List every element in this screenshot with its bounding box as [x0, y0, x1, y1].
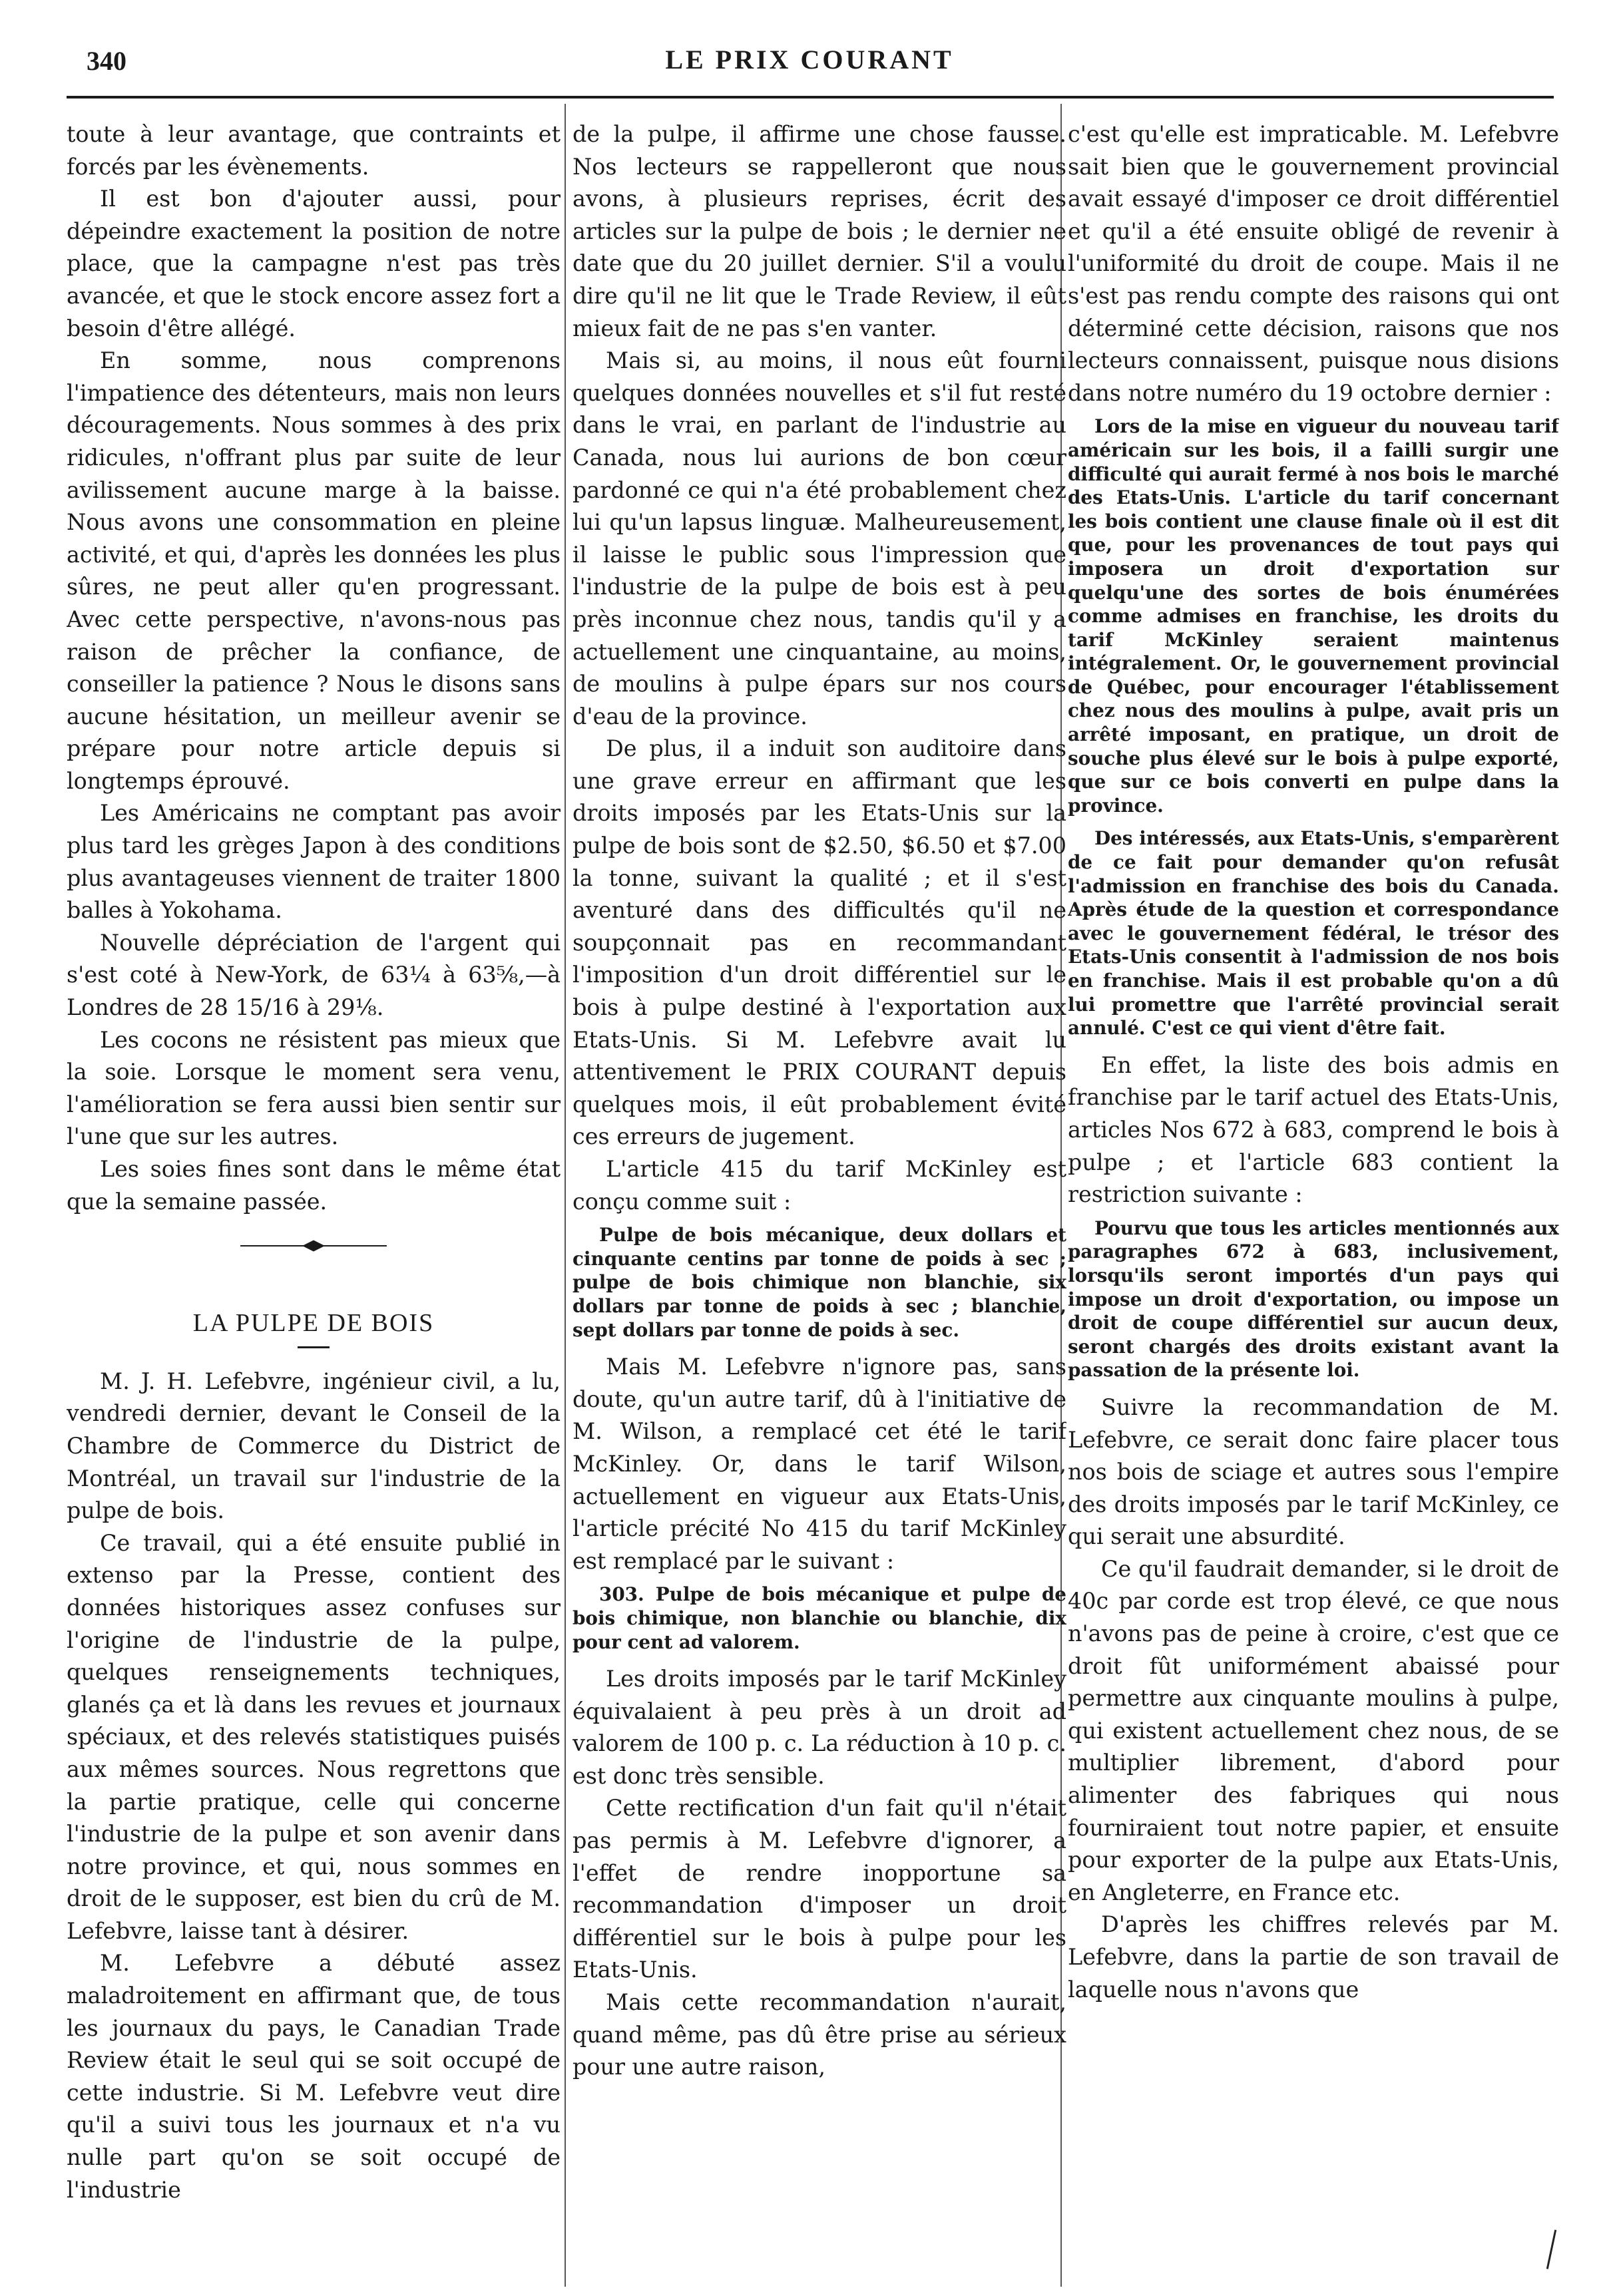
article-paragraph: D'après les chiffres relevés par M. Lefebvre, dans la partie de son travail de laquelle nous n'avons que — [1068, 1911, 1559, 2003]
article-paragraph: Suivre la recommandation de M. Lefebvre, ce serait donc faire placer tous nos bois de sciage et autres sous l'empire des droits imposés par le tarif McKinley, ce qui serait une absurdité. — [1068, 1394, 1559, 1550]
page-number: 340 — [87, 46, 126, 76]
quoted-extract: Pourvu que tous les articles mentionnés aux paragraphes 672 à 683, inclusivement, lorsqu'ils seront importés d'un pays qui impose un droit d'exportation, ou impose un droit de coupe différentiel sur aucun deux, seront chargés des droits existant avant la passation de la présente loi. — [1068, 1217, 1559, 1382]
column-rule-1 — [565, 104, 566, 2287]
article-paragraph: M. Lefebvre a débuté assez maladroitement en affirmant que, de tous les journaux du pays, le Canadian Trade Review était le seul qui se soit occupé de cette industrie. Si M. Lefebvre veut dire qu'il a suivi tous les journaux et n'a vu nulle part qu'on se soit occupé de l'industrie — [67, 1950, 561, 2203]
article-paragraph: de la pulpe, il affirme une chose fausse. Nos lecteurs se rappelleront que nous avons, à plusieurs reprises, écrit des articles sur la pulpe de bois ; le dernier ne date que du 20 juillet dernier. S'il a voulu dire qu'il ne lit que le Trade Review, il eût mieux fait de ne pas s'en vanter. — [573, 121, 1066, 341]
article-paragraph: Les droits imposés par le tarif McKinley équivalaient à peu près à un droit ad valorem de 100 p. c. La réduction à 10 p. c. est donc très sensible. — [573, 1666, 1066, 1789]
article-paragraph: c'est qu'elle est impraticable. M. Lefebvre sait bien que le gouvernement provincial avait essayé d'imposer ce droit différentiel et qu'il a été ensuite obligé de revenir à l'uniformité du droit de coupe. Mais il ne s'est pas rendu compte des raisons qui ont déterminé cette décision, raisons que nos lecteurs connaissent, puisque nous disions dans notre numéro du 19 octobre dernier : — [1068, 121, 1559, 406]
article-paragraph: M. J. H. Lefebvre, ingénieur civil, a lu, vendredi dernier, devant le Conseil de la Chambre de Commerce du District de Montréal, un travail sur l'industrie de la pulpe de bois. — [67, 1368, 561, 1524]
header-rule — [67, 96, 1554, 98]
article-paragraph: toute à leur avantage, que contraints et forcés par les évènements. — [67, 121, 561, 180]
article-paragraph: Ce qu'il faudrait demander, si le droit de 40c par corde est trop élevé, ce que nous n'avons pas de peine à croire, c'est que ce droit fût uniformément abaissé pour permettre aux cinquante moulins à pulpe, qui existent actuellement chez nous, de se multiplier librement, d'abord pour alimenter des fabriques qui nous fourniraient tout notre papier, et ensuite pour exporter de la pulpe aux Etats-Unis, en Angleterre, en France etc. — [1068, 1555, 1559, 1905]
column-3 — [1068, 118, 1559, 2289]
section-ornament — [240, 1242, 387, 1250]
quoted-extract: Lors de la mise en vigueur du nouveau tarif américain sur les bois, il a failli surgir une difficulté qui aurait fermé à nos bois le marché des Etats-Unis. L'article du tarif concernant les bois contient une clause finale où il est dit que, pour les provenances de tout pays qui imposera un droit d'exportation sur quelqu'une des sortes de bois énumérées comme admises en franchise, les droits du tarif McKinley seraient maintenus intégralement. Or, le gouvernement provincial de Québec, pour encourager l'établissement chez nous des moulins à pulpe, avait pris un arrêté imposant, en pratique, un droit de souche plus élevé sur le bois à pulpe exporté, que sur ce bois converti en pulpe dans la province. — [1068, 415, 1559, 817]
article-paragraph: Il est bon d'ajouter aussi, pour dépeindre exactement la position de notre place, que la campagne n'est pas très avancée, et que le stock encore assez fort a besoin d'être allégé. — [67, 186, 561, 341]
article-paragraph: L'article 415 du tarif McKinley est conçu comme suit : — [573, 1156, 1066, 1215]
article-paragraph: Les Américains ne comptant pas avoir plus tard les grèges Japon à des conditions plus avantageuses viennent de traiter 1800 balles à Yokohama. — [67, 800, 561, 924]
article-paragraph: Ce travail, qui a été ensuite publié in extenso par la Presse, contient des données historiques assez confuses sur l'origine de l'industrie de la pulpe, quelques renseignements techniques, glanés ça et là dans les revues et journaux spéciaux, et des relevés statistiques puisés aux mêmes sources. Nous regrettons que la partie pratique, celle qui concerne l'industrie de la pulpe et son avenir dans notre province, et qui, nous sommes en droit de le supposer, est bien du crû de M. Lefebvre, laisse tant à désirer. — [67, 1529, 561, 1944]
article-paragraph: Mais cette recommandation n'aurait, quand même, pas dû être prise au sérieux pour une autre raison, — [573, 1989, 1066, 2080]
article-paragraph: Cette rectification d'un fait qu'il n'était pas permis à M. Lefebvre d'ignorer, a l'effet de rendre inopportune sa recommandation d'imposer un droit différentiel sur le bois à pulpe pour les Etats-Unis. — [573, 1795, 1066, 1983]
title-rule — [298, 1346, 330, 1348]
quoted-extract: Pulpe de bois mécanique, deux dollars et cinquante centins par tonne de poids à sec ; pulpe de bois chimique non blanchie, six dollars par tonne de poids à sec ; blanchie, sept dollars par tonne de poids à sec. — [573, 1224, 1066, 1341]
article-paragraph: Mais M. Lefebvre n'ignore pas, sans doute, qu'un autre tarif, dû à l'initiative de M. Wilson, a remplacé cet été le tarif McKinley. Or, dans le tarif Wilson, actuellement en vigueur aux Etats-Unis, l'article précité No 415 du tarif McKinley est remplacé par le suivant : — [573, 1354, 1066, 1574]
article-paragraph: Les cocons ne résistent pas mieux que la soie. Lorsque le moment sera venu, l'amélioration se fera aussi bien sentir sur l'une que sur les autres. — [67, 1026, 561, 1150]
column-1 — [67, 118, 561, 2289]
running-title: LE PRIX COURANT — [665, 45, 954, 75]
article-paragraph: Mais si, au moins, il nous eût fourni quelques données nouvelles et s'il fut resté dans le vrai, en parlant de l'industrie au Canada, nous lui aurions de bon cœur pardonné ce qui n'a été probablement chez lui qu'un lapsus linguæ. Malheureusement, il laisse le public sous l'impression que l'industrie de la pulpe de bois est à peu près inconnue chez nous, tandis qu'il y a actuellement une cinquantaine, au moins, de moulins à pulpe épars sur nos cours d'eau de la province. — [573, 347, 1066, 729]
quoted-extract: 303. Pulpe de bois mécanique et pulpe de bois chimique, non blanchie ou blanchie, dix pour cent ad valorem. — [573, 1583, 1066, 1653]
article-paragraph: En effet, la liste des bois admis en franchise par le tarif actuel des Etats-Unis, articles Nos 672 à 683, comprend le bois à pulpe ; et l'article 683 contient la restriction suivante : — [1068, 1052, 1559, 1208]
section-title: LA PULPE DE BOIS — [192, 1309, 435, 1338]
column-2 — [573, 118, 1066, 2289]
article-paragraph: Nouvelle dépréciation de l'argent qui s'est coté à New-York, de 63¼ à 63⅝,—à Londres de 28 15/16 à 29⅛. — [67, 929, 561, 1021]
quoted-extract: Des intéressés, aux Etats-Unis, s'emparèrent de ce fait pour demander qu'on refusât l'admission en franchise des bois du Canada. Après étude de la question et correspondance avec le gouvernement fédéral, le trésor des Etats-Unis consentit à l'admission de nos bois en franchise. Mais il est probable qu'on a dû lui promettre que l'arrêté provincial serait annulé. C'est ce qui vient d'être fait. — [1068, 827, 1559, 1040]
article-paragraph: En somme, nous comprenons l'impatience des détenteurs, mais non leurs découragements. Nous sommes à des prix ridicules, n'offrant plus par suite de leur avilissement aucune marge à la baisse. Nous avons une consommation en pleine activité, et qui, d'après les données les plus sûres, ne peut aller qu'en progressant. Avec cette perspective, n'avons-nous pas raison de prêcher la confiance, de conseiller la patience ? Nous le disons sans aucune hésitation, un meilleur avenir se prépare pour notre article depuis si longtemps éprouvé. — [67, 347, 561, 794]
article-paragraph: Les soies fines sont dans le même état que la semaine passée. — [67, 1156, 561, 1215]
article-paragraph: De plus, il a induit son auditoire dans une grave erreur en affirmant que les droits imposés par les Etats-Unis sur la pulpe de bois sont de $2.50, $6.50 et $7.00 la tonne, suivant la qualité ; et il s'est aventuré dans des difficultés qu'il ne soupçonnait pas en recommandant l'imposition d'un droit différentiel sur le bois à pulpe destiné à l'exportation aux Etats-Unis. Si M. Lefebvre avait lu attentivement le PRIX COURANT depuis quelques mois, il eût probablement évité ces erreurs de jugement. — [573, 735, 1066, 1150]
